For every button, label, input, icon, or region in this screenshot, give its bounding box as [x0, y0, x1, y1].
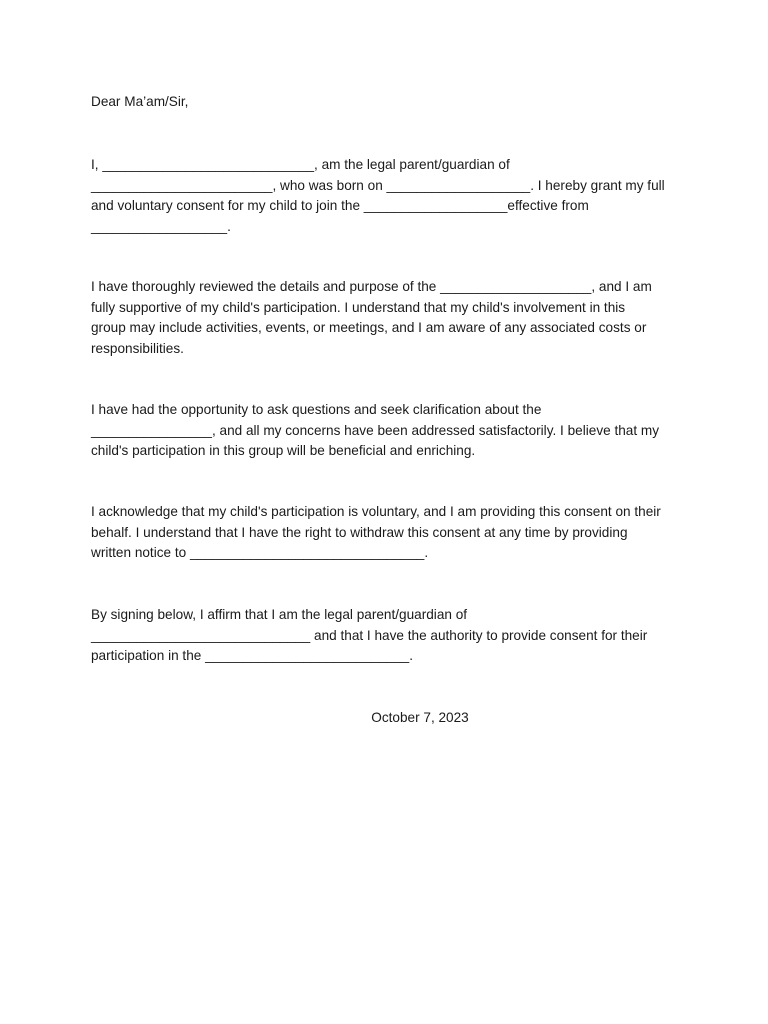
text-line: I have thoroughly reviewed the details and purpose of the ____________________, and I am [91, 279, 652, 294]
consent-paragraph [91, 155, 691, 237]
text-line: and voluntary consent for my child to join the ___________________effective from [91, 198, 589, 214]
questions-paragraph [91, 400, 691, 462]
voluntary-paragraph [91, 502, 691, 564]
text-line: __________________. [91, 218, 231, 234]
text-line: By signing below, I affirm that I am the legal parent/guardian of [91, 607, 468, 622]
text-line: fully supportive of my child's participation. I understand that my child's involvement in this [91, 299, 626, 315]
affirmation-paragraph [91, 605, 691, 667]
text-line: I have had the opportunity to ask questions and seek clarification about the [91, 402, 542, 417]
text-line: responsibilities. [91, 340, 184, 356]
text-line: I, ____________________________, am the legal parent/guardian of [91, 157, 510, 172]
text-line: ________________________, who was born on ___________________. I hereby grant my full [91, 177, 665, 193]
text-line: behalf. I understand that I have the right to withdraw this consent at any time by providing [91, 524, 628, 540]
text-line: group may include activities, events, or meetings, and I am aware of any associated costs or [91, 320, 647, 336]
text-line: child's participation in this group will be beneficial and enriching. [91, 443, 476, 459]
text-line: participation in the ___________________________. [91, 648, 414, 664]
review-paragraph [91, 277, 691, 359]
salutation: Dear Ma’am/Sir, [91, 94, 189, 109]
letter-date: October 7, 2023 [371, 710, 469, 725]
text-line: ________________, and all my concerns have been addressed satisfactorily. I believe that my [91, 422, 660, 438]
text-line: written notice to _______________________________. [91, 545, 429, 561]
text-line: _____________________________ and that I have the authority to provide consent for their [91, 627, 648, 643]
text-line: I acknowledge that my child's participation is voluntary, and I am providing this consent on their [91, 504, 661, 519]
